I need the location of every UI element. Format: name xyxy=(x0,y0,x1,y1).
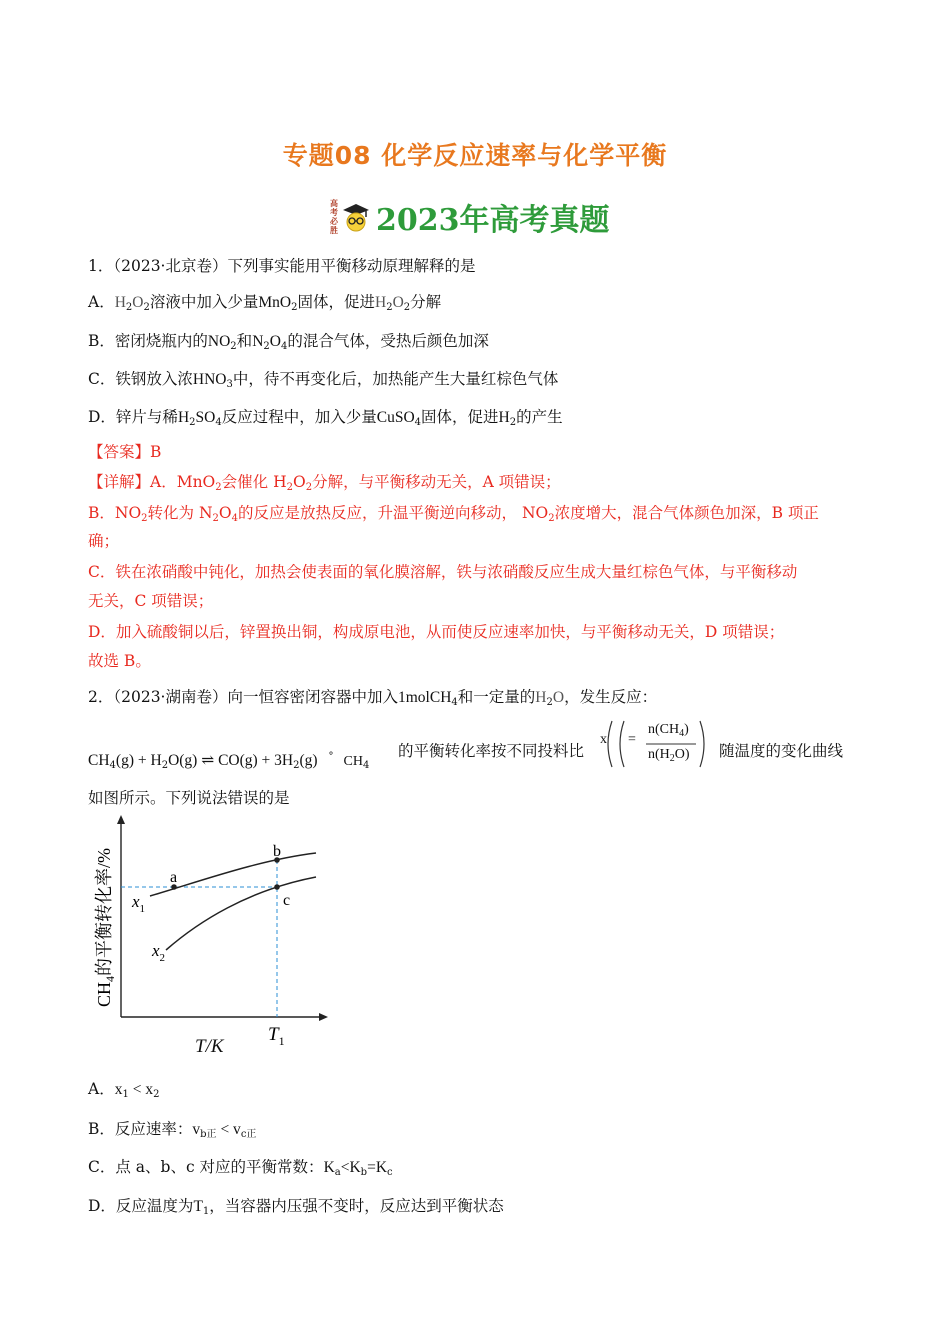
conversion-chart xyxy=(88,812,338,1062)
tick-label-t1: $T_1$ xyxy=(268,1024,285,1048)
feed-ratio-fraction: x = $n(CH_4)$ $n(H_2O)$ xyxy=(596,717,716,771)
label-x2: $x_2$ xyxy=(152,941,166,964)
seal-stamp: 高 考 必 胜 xyxy=(330,198,338,235)
q2-option-b: B．反应速率：$v_{b正} < v_{c正}$ xyxy=(88,1120,257,1140)
q1-detail-a: 【详解】A．MnO$_2$会催化 $H_2O_2$分解，与平衡移动无关，A 项错误； xyxy=(88,473,561,493)
label-a: a xyxy=(170,869,178,886)
label-c: c xyxy=(283,892,291,909)
q1-detail-conclusion: 故选 B。 xyxy=(88,652,151,670)
x-axis-label: T/K xyxy=(195,1036,224,1057)
section-banner xyxy=(330,192,610,242)
q2-stem-cont: 如图所示。下列说法错误的是 xyxy=(88,789,290,807)
q2-option-c: C．点 a、b、c 对应的平衡常数：$K_a<K_b=K_c$ xyxy=(88,1158,393,1178)
curve-x2 xyxy=(166,877,316,950)
point-c xyxy=(274,884,280,890)
x-axis-arrow xyxy=(319,1013,328,1021)
q2-option-d: D．反应温度为$T_1$，当容器内压强不变时，反应达到平衡状态 xyxy=(88,1197,504,1217)
q1-option-c: C．铁钢放入浓$HNO_3$中，待不再变化后，加热能产生大量红棕色气体 xyxy=(88,370,559,390)
q2-stem: 2．（2023·湖南卷）向一恒容密闭容器中加入1molCH$_4$和一定量的$H_2O$，发生反应： xyxy=(88,688,658,708)
q2-curve-text: 随温度的变化曲线 xyxy=(719,742,844,760)
q1-detail-c-cont: 无关，C 项错误； xyxy=(88,592,214,610)
q1-detail-d: D．加入硫酸铜以后，锌置换出铜，构成原电池，从而使反应速率加快，与平衡移动无关，D 项错误； xyxy=(88,623,785,641)
banner-text: 2023年高考真题 xyxy=(376,203,610,238)
q1-option-d: D．锌片与稀$H_2SO_4$反应过程中，加入少量CuSO$_4$固体，促进$H_2$的产生 xyxy=(88,408,563,428)
q1-detail-b: B．$NO_2$转化为 $N_2O_4$的反应是放热反应，升温平衡逆向移动， $NO_2$浓度增大，混合气体颜色加深，B 项正 xyxy=(88,504,819,524)
y-axis-arrow xyxy=(117,815,125,824)
page-title: 专题08 化学反应速率与化学平衡 xyxy=(282,141,668,170)
scholar-icon xyxy=(342,202,370,232)
q2-reaction-equation: $CH_4(g) + H_2O(g)$ ⇌ $CO(g) + 3H_2(g)$ ° $CH_4$ xyxy=(88,751,370,771)
label-x1: $x_1$ xyxy=(132,892,146,915)
q1-answer: 【答案】B xyxy=(88,443,162,461)
y-axis-label: $CH_4$的平衡转化率/% xyxy=(94,847,117,1007)
q1-detail-c: C．铁在浓硝酸中钝化，加热会使表面的氧化膜溶解，铁与浓硝酸反应生成大量红棕色气体，与平衡移动 xyxy=(88,563,798,581)
q2-ratio-text: 的平衡转化率按不同投料比 xyxy=(398,742,585,760)
label-b: b xyxy=(273,843,281,860)
q2-option-a: A．$x_1 < x_2$ xyxy=(88,1080,160,1100)
q1-stem: 1．（2023·北京卷）下列事实能用平衡移动原理解释的是 xyxy=(88,257,476,275)
q1-option-b: B．密闭烧瓶内的$NO_2$和$N_2O_4$的混合气体，受热后颜色加深 xyxy=(88,332,489,352)
q1-detail-b-cont: 确； xyxy=(88,532,120,550)
q1-option-a: A．$H_2O_2$溶液中加入少量MnO$_2$固体，促进$H_2O_2$分解 xyxy=(88,293,442,313)
